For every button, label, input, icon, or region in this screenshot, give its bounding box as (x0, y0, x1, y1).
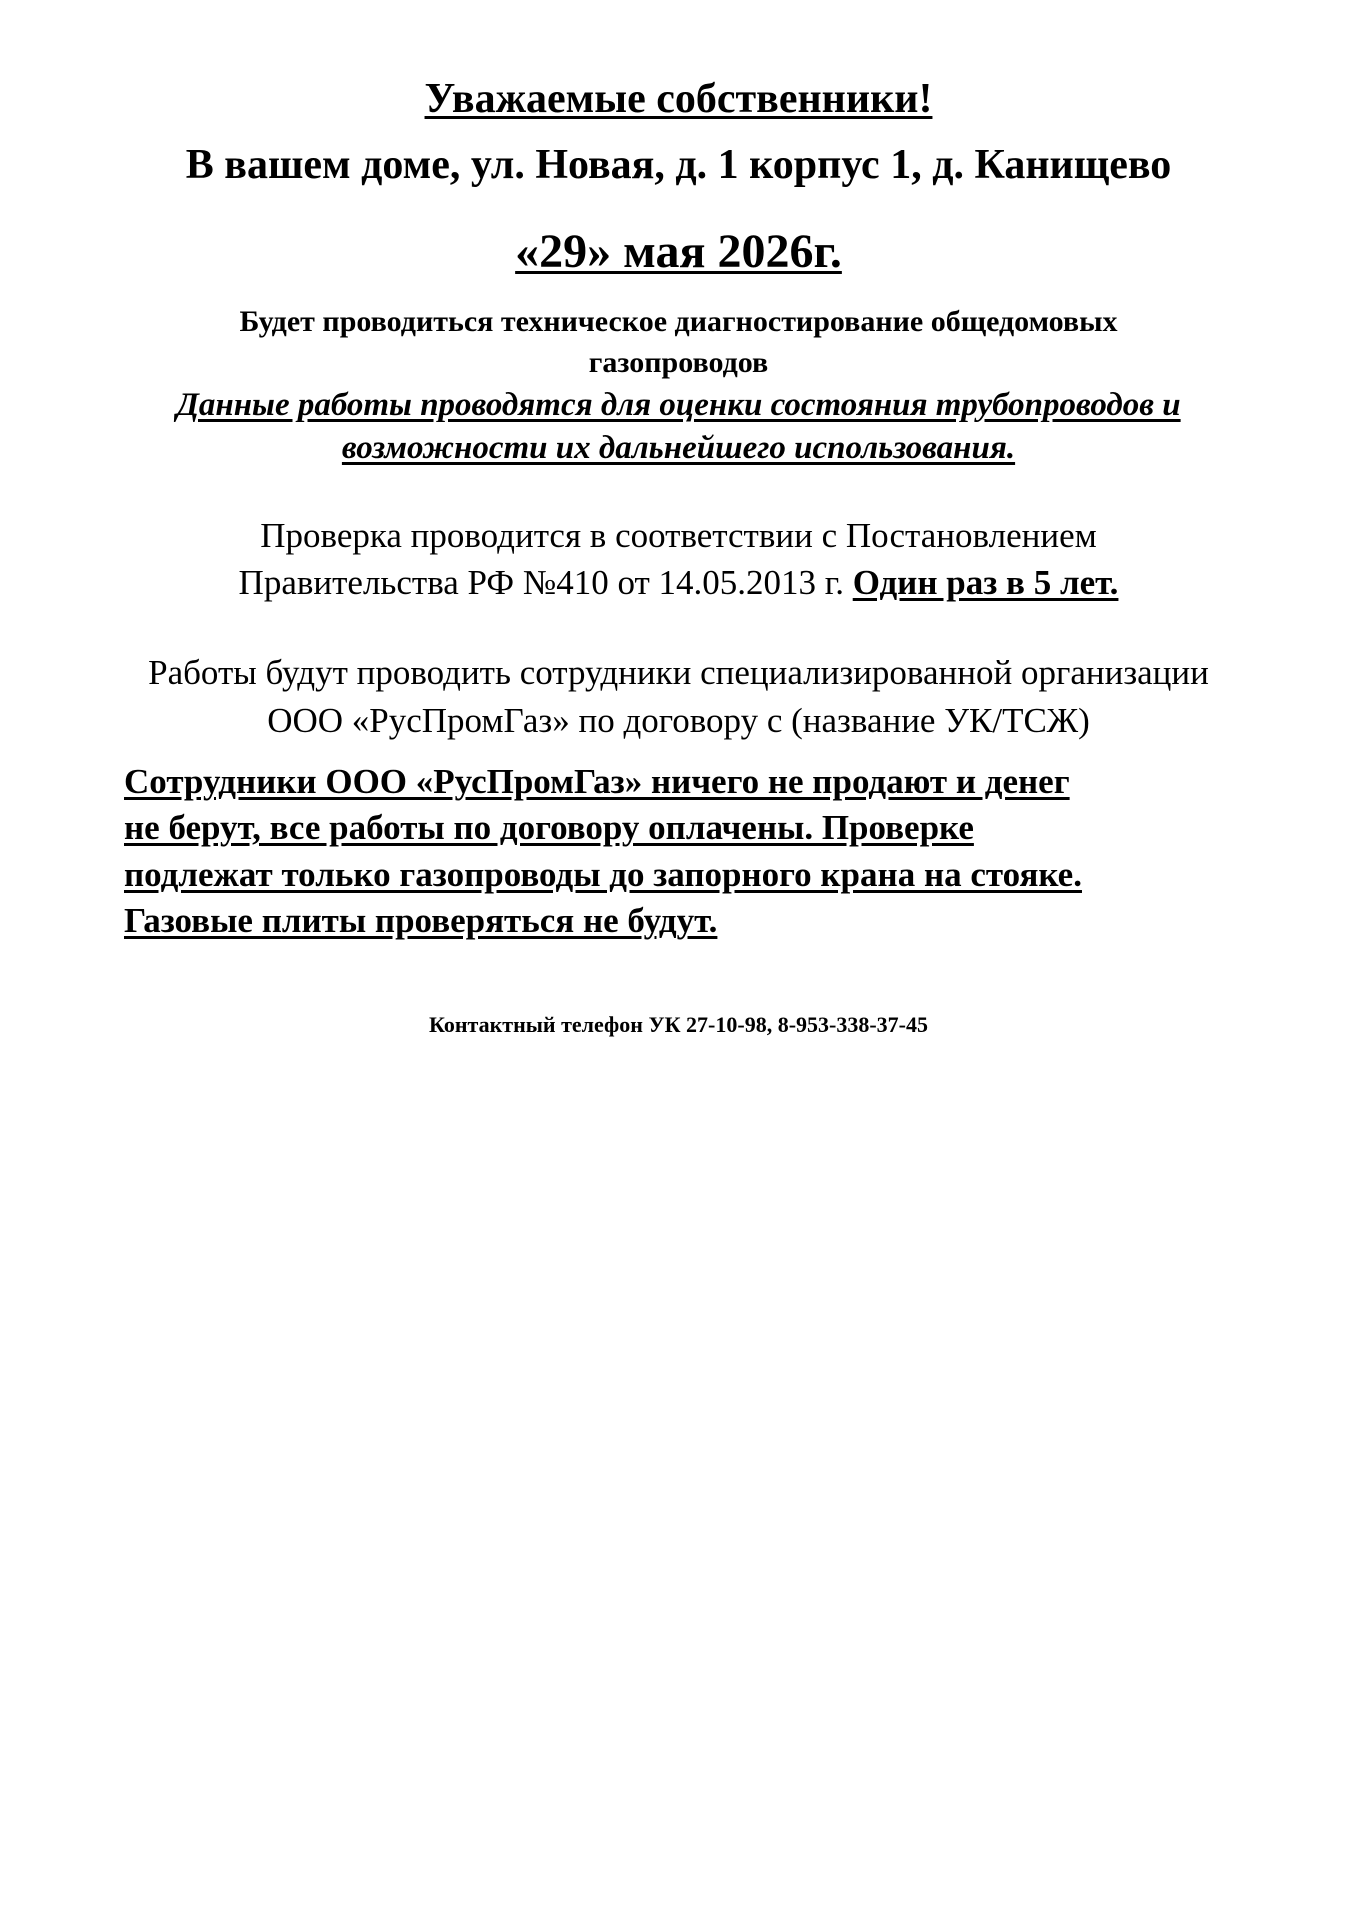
inspection-date: «29» мая 2026г. (515, 225, 842, 278)
greeting-heading: Уважаемые собственники! (424, 76, 933, 122)
diagnostics-line-1: Будет проводиться техническое диагностирование общедомовых (239, 305, 1118, 338)
contact-phone: Контактный телефон УК 27-10-98, 8-953-338-37-45 (428, 1012, 929, 1037)
frequency-emphasis: Один раз в 5 лет. (852, 563, 1119, 602)
legal-basis-line-1: Проверка проводится в соответствии с Постановлением (260, 516, 1097, 555)
purpose-line-2: возможности их дальнейшего использования. (341, 430, 1016, 466)
warning-line-1: Сотрудники ООО «РусПромГаз» ничего не продают и денег (124, 762, 1070, 801)
diagnostics-line-2: газопроводов (588, 346, 769, 379)
workers-line-2: ООО «РусПромГаз» по договору с (название УК/ТСЖ) (267, 701, 1090, 740)
purpose-line-1: Данные работы проводятся для оценки состояния трубопроводов и (176, 387, 1181, 423)
warning-line-3: подлежат только газопроводы до запорного крана на стояке. (124, 855, 1082, 894)
workers-line-1: Работы будут проводить сотрудники специализированной организации (148, 653, 1209, 692)
address-line: В вашем доме, ул. Новая, д. 1 корпус 1, д. Канищево (185, 142, 1172, 188)
warning-line-4: Газовые плиты проверяться не будут. (124, 901, 718, 940)
legal-basis-line-2 (0, 565, 1357, 600)
warning-line-2: не берут, все работы по договору оплачены. Проверке (124, 808, 974, 847)
legal-basis-text: Правительства РФ №410 от 14.05.2013 г. (238, 563, 853, 602)
